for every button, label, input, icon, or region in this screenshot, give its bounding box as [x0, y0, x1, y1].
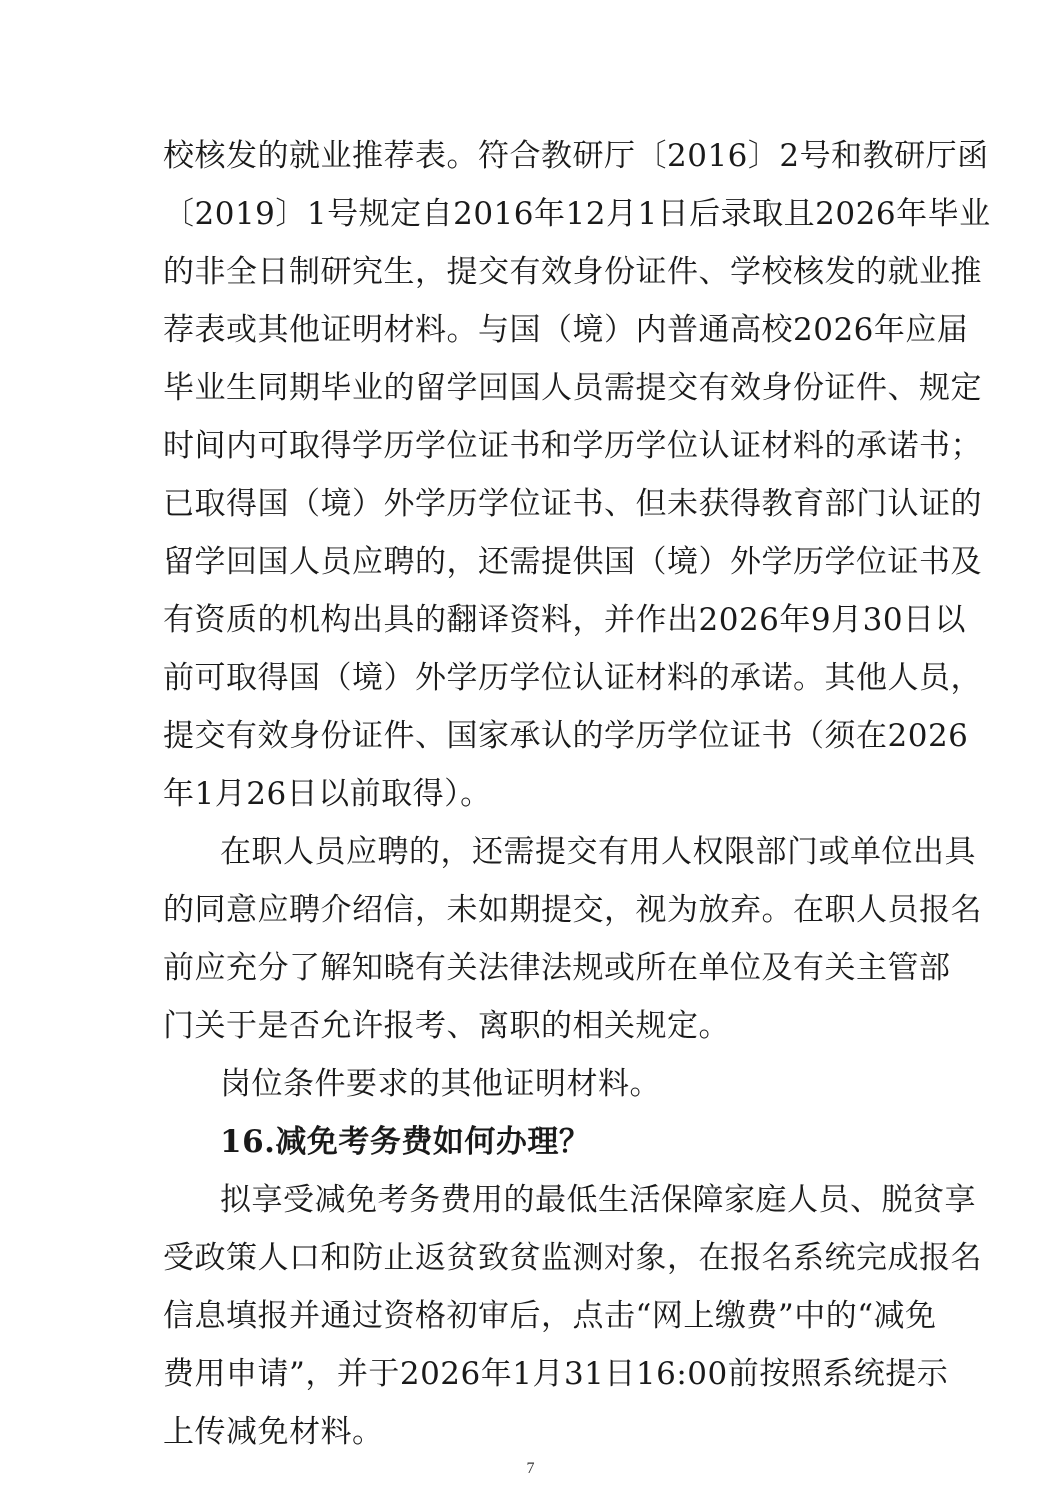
paragraph-2-line-3: 前应充分了解知晓有关法律法规或所在单位及有关主管部: [163, 950, 951, 986]
body-line-5: 毕业生同期毕业的留学回国人员需提交有效身份证件、规定: [163, 370, 982, 406]
body-line-4: 荐表或其他证明材料。与国（境）内普通高校2026年应届: [163, 312, 969, 348]
section-heading: 16.减免考务费如何办理？: [220, 1124, 591, 1160]
body-line-11: 提交有效身份证件、国家承认的学历学位证书（须在2026: [163, 718, 969, 754]
paragraph-2-line-4: 门关于是否允许报考、离职的相关规定。: [163, 1008, 730, 1044]
body-line-12: 年1月26日以前取得）。: [163, 776, 492, 812]
paragraph-4-line-1: 拟享受减免考务费用的最低生活保障家庭人员、脱贫享: [220, 1182, 976, 1218]
paragraph-4-line-2: 受政策人口和防止返贫致贫监测对象，在报名系统完成报名: [163, 1240, 982, 1276]
paragraph-4-line-4: 费用申请”，并于2026年1月31日16:00前按照系统提示: [163, 1356, 949, 1392]
body-line-7: 已取得国（境）外学历学位证书、但未获得教育部门认证的: [163, 486, 982, 522]
paragraph-2-line-2: 的同意应聘介绍信，未如期提交，视为放弃。在职人员报名: [163, 892, 982, 928]
paragraph-3-line-1: 岗位条件要求的其他证明材料。: [220, 1066, 661, 1102]
body-line-1: 校核发的就业推荐表。符合教研厅〔2016〕2号和教研厅函: [163, 138, 989, 174]
body-line-8: 留学回国人员应聘的，还需提供国（境）外学历学位证书及: [163, 544, 982, 580]
paragraph-2-line-1: 在职人员应聘的，还需提交有用人权限部门或单位出具: [220, 834, 976, 870]
body-line-10: 前可取得国（境）外学历学位认证材料的承诺。其他人员，: [163, 660, 982, 696]
body-line-3: 的非全日制研究生，提交有效身份证件、学校核发的就业推: [163, 254, 982, 290]
body-line-6: 时间内可取得学历学位证书和学历学位认证材料的承诺书；: [163, 428, 982, 464]
paragraph-4-line-5: 上传减免材料。: [163, 1414, 384, 1450]
page-number: 7: [526, 1460, 535, 1477]
body-line-2: 〔2019〕1号规定自2016年12月1日后录取且2026年毕业: [163, 196, 991, 232]
paragraph-4-line-3: 信息填报并通过资格初审后，点击“网上缴费”中的“减免: [163, 1298, 937, 1334]
body-line-9: 有资质的机构出具的翻译资料，并作出2026年9月30日以: [163, 602, 967, 638]
